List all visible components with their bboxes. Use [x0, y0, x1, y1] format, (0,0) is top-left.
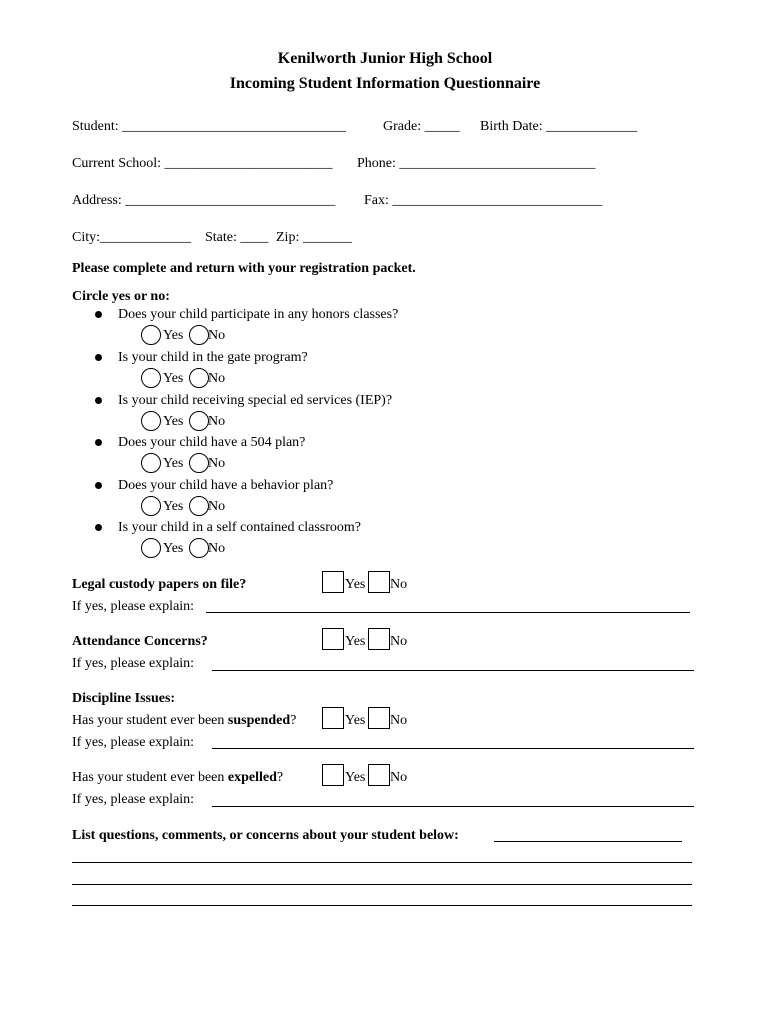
- yes-circle[interactable]: [141, 496, 161, 516]
- no-label: No: [208, 541, 226, 556]
- expelled-yes-checkbox[interactable]: [322, 764, 344, 786]
- explain-label: If yes, please explain:: [72, 735, 195, 750]
- question-behavior-plan: Does your child have a behavior plan?: [118, 478, 334, 493]
- expelled-no-checkbox[interactable]: [368, 764, 390, 786]
- yes-label: Yes: [345, 713, 366, 728]
- comments-line[interactable]: [72, 884, 692, 885]
- explain-label: If yes, please explain:: [72, 599, 195, 614]
- suspended-no-checkbox[interactable]: [368, 707, 390, 729]
- legal-custody-no-checkbox[interactable]: [368, 571, 390, 593]
- city-field[interactable]: City:_____________: [72, 230, 192, 245]
- bullet-icon: [95, 439, 102, 446]
- grade-field[interactable]: Grade: _____: [383, 119, 460, 134]
- bullet-icon: [95, 397, 102, 404]
- attendance-label: Attendance Concerns?: [72, 634, 208, 649]
- expelled-question: Has your student ever been expelled?: [72, 770, 284, 785]
- zip-field[interactable]: Zip: _______: [276, 230, 352, 245]
- legal-custody-yes-checkbox[interactable]: [322, 571, 344, 593]
- explain-label: If yes, please explain:: [72, 792, 195, 807]
- yes-circle[interactable]: [141, 411, 161, 431]
- suspended-yes-checkbox[interactable]: [322, 707, 344, 729]
- question-gate: Is your child in the gate program?: [118, 350, 308, 365]
- yes-label: Yes: [163, 499, 184, 514]
- yes-label: Yes: [163, 371, 184, 386]
- state-field[interactable]: State: ____: [205, 230, 269, 245]
- yes-label: Yes: [345, 634, 366, 649]
- yes-circle[interactable]: [141, 453, 161, 473]
- yes-label: Yes: [163, 328, 184, 343]
- address-field[interactable]: Address: ______________________________: [72, 193, 336, 208]
- legal-custody-label: Legal custody papers on file?: [72, 577, 247, 592]
- yes-label: Yes: [345, 577, 366, 592]
- no-label: No: [390, 713, 408, 728]
- no-circle[interactable]: [189, 325, 209, 345]
- instructions: Please complete and return with your registration packet.: [72, 261, 416, 276]
- circle-section-title: Circle yes or no:: [72, 289, 170, 304]
- question-iep: Is your child receiving special ed services (IEP)?: [118, 393, 393, 408]
- suspended-explain-line[interactable]: [212, 748, 694, 749]
- comments-label: List questions, comments, or concerns about your student below:: [72, 828, 459, 843]
- no-circle[interactable]: [189, 453, 209, 473]
- no-circle[interactable]: [189, 411, 209, 431]
- no-label: No: [208, 414, 226, 429]
- suspended-question: Has your student ever been suspended?: [72, 713, 297, 728]
- attendance-no-checkbox[interactable]: [368, 628, 390, 650]
- yes-label: Yes: [345, 770, 366, 785]
- comments-line[interactable]: [494, 841, 682, 842]
- yes-circle[interactable]: [141, 538, 161, 558]
- comments-line[interactable]: [72, 905, 692, 906]
- no-circle[interactable]: [189, 368, 209, 388]
- no-label: No: [390, 770, 408, 785]
- question-honors: Does your child participate in any honors classes?: [118, 307, 399, 322]
- bullet-icon: [95, 482, 102, 489]
- school-name: Kenilworth Junior High School: [277, 50, 493, 67]
- no-label: No: [208, 371, 226, 386]
- question-504: Does your child have a 504 plan?: [118, 435, 306, 450]
- fax-field[interactable]: Fax: ______________________________: [364, 193, 603, 208]
- yes-label: Yes: [163, 414, 184, 429]
- attendance-explain-line[interactable]: [212, 670, 694, 671]
- no-circle[interactable]: [189, 538, 209, 558]
- no-circle[interactable]: [189, 496, 209, 516]
- bullet-icon: [95, 311, 102, 318]
- explain-label: If yes, please explain:: [72, 656, 195, 671]
- current-school-field[interactable]: Current School: ________________________: [72, 156, 333, 171]
- yes-circle[interactable]: [141, 325, 161, 345]
- form-title: Incoming Student Information Questionnaire: [229, 75, 541, 92]
- bullet-icon: [95, 524, 102, 531]
- comments-line[interactable]: [72, 862, 692, 863]
- legal-custody-explain-line[interactable]: [206, 612, 690, 613]
- no-label: No: [208, 456, 226, 471]
- no-label: No: [390, 577, 408, 592]
- expelled-explain-line[interactable]: [212, 806, 694, 807]
- birth-date-field[interactable]: Birth Date: _____________: [480, 119, 638, 134]
- attendance-yes-checkbox[interactable]: [322, 628, 344, 650]
- discipline-heading: Discipline Issues:: [72, 691, 176, 706]
- phone-field[interactable]: Phone: ____________________________: [357, 156, 596, 171]
- bullet-icon: [95, 354, 102, 361]
- question-self-contained: Is your child in a self contained classroom?: [118, 520, 361, 535]
- yes-label: Yes: [163, 541, 184, 556]
- yes-label: Yes: [163, 456, 184, 471]
- student-field[interactable]: Student: ________________________________: [72, 119, 347, 134]
- yes-circle[interactable]: [141, 368, 161, 388]
- no-label: No: [390, 634, 408, 649]
- no-label: No: [208, 328, 226, 343]
- no-label: No: [208, 499, 226, 514]
